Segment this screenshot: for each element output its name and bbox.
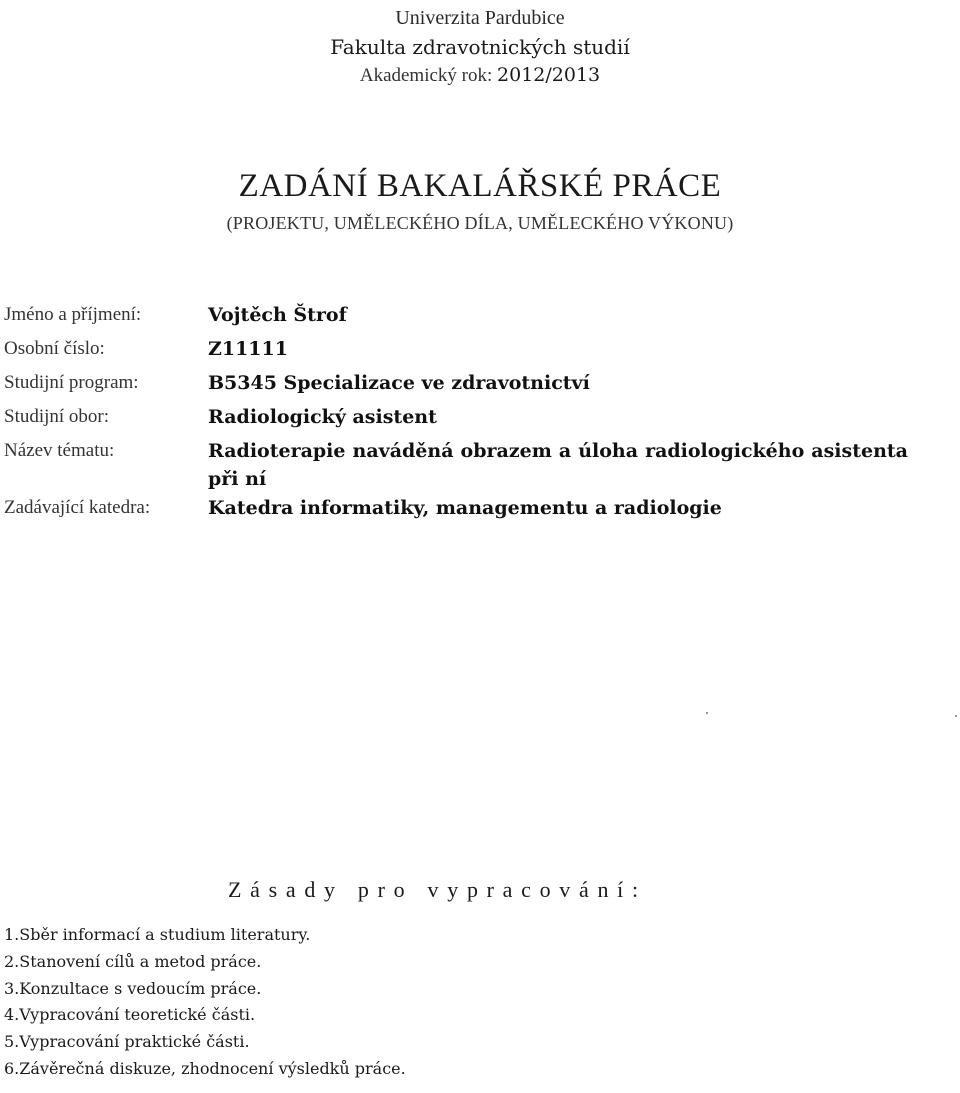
list-item: 1.Sběr informací a studium literatury. [4, 925, 311, 944]
field-value-topic: Radioterapie naváděná obrazem a úloha radiologického asistenta při ní [208, 440, 908, 490]
list-item: 3.Konzultace s vedoucím práce. [4, 978, 262, 998]
field-label: Jméno a příjmení: [4, 304, 142, 325]
field-label: Zadávající katedra: [4, 497, 151, 518]
field-row-department [0, 493, 960, 527]
scan-speck [706, 712, 708, 714]
faculty-name: Fakulta zdravotnických studií [330, 35, 630, 59]
list-item: 5.Vypracování praktické části. [4, 1032, 250, 1052]
scan-speck [955, 715, 957, 717]
principles-list [4, 922, 406, 1083]
field-row-topic [0, 436, 960, 493]
field-label: Název tématu: [4, 440, 115, 461]
field-label: Osobní číslo: [4, 338, 105, 359]
field-value-study-program: B5345 Specializace ve zdravotnictví [208, 372, 590, 394]
field-label: Studijní obor: [4, 406, 110, 427]
university-name: Univerzita Pardubice [395, 7, 565, 29]
field-row-study-program [0, 368, 960, 402]
field-value-personal-number: Z11111 [208, 338, 288, 360]
academic-year [0, 62, 960, 89]
field-value-name: Vojtěch Štrof [208, 304, 347, 326]
field-row-name [0, 300, 960, 334]
document-title: ZADÁNÍ BAKALÁŘSKÉ PRÁCE [238, 168, 722, 204]
list-item: 6.Závěrečná diskuze, zhodnocení výsledků práce. [4, 1058, 406, 1078]
academic-year-value: 2012/2013 [497, 64, 601, 86]
field-value-department: Katedra informatiky, managementu a radiologie [208, 497, 722, 519]
list-item: 4.Vypracování teoretické části. [4, 1005, 256, 1025]
student-info [0, 300, 960, 527]
list-item: 2.Stanovení cílů a metod práce. [4, 951, 262, 971]
field-value-study-field: Radiologický asistent [208, 406, 437, 428]
principles-heading: Zásady pro vypracování: [228, 877, 647, 902]
field-row-personal-number [0, 334, 960, 368]
field-label: Studijní program: [4, 372, 139, 393]
field-row-study-field [0, 402, 960, 436]
academic-year-label: Akademický rok: [359, 65, 493, 86]
document-subtitle: (PROJEKTU, UMĚLECKÉHO DÍLA, UMĚLECKÉHO VÝKONU) [226, 213, 734, 233]
